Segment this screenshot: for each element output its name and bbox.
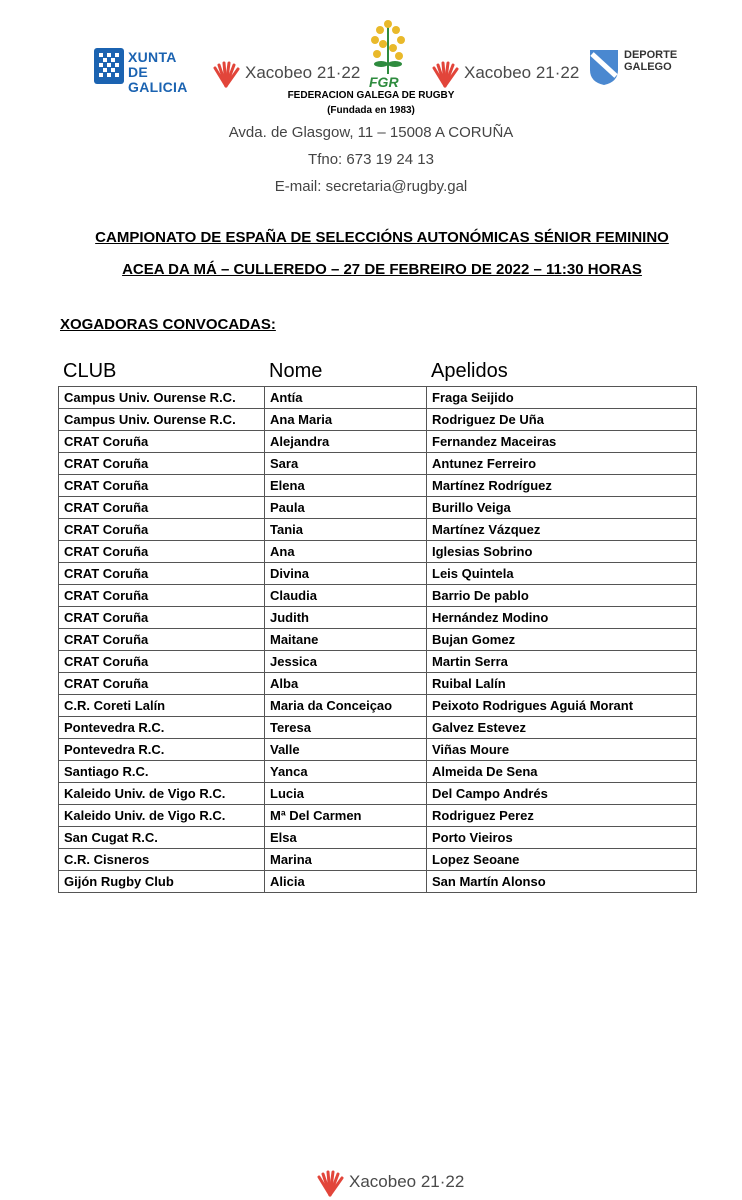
document-title-venue-date: ACEA DA MÁ – CULLEREDO – 27 DE FEBREIRO DE 2022 – 11:30 HORAS	[122, 261, 642, 278]
xunta-de-galicia-logo	[94, 48, 206, 95]
apelidos-cell: Fraga Seijido	[427, 387, 697, 409]
deporte-logo-text	[624, 49, 677, 73]
deporte-galego-logo	[588, 48, 688, 88]
apelidos-cell: Del Campo Andrés	[427, 783, 697, 805]
xacobeo-shell-icon	[316, 1169, 344, 1197]
club-cell: Santiago R.C.	[59, 761, 265, 783]
club-cell: San Cugat R.C.	[59, 827, 265, 849]
apelidos-cell: Viñas Moure	[427, 739, 697, 761]
xunta-logo-line-2: DE GALICIA	[128, 64, 188, 95]
club-cell: CRAT Coruña	[59, 431, 265, 453]
xacobeo-logo-text: Xacobeo 21·22	[245, 63, 361, 82]
nome-cell: Ana Maria	[265, 409, 427, 431]
deporte-galego-emblem-icon	[588, 48, 620, 86]
nome-cell: Marina	[265, 849, 427, 871]
table-row	[59, 387, 697, 409]
club-cell: CRAT Coruña	[59, 585, 265, 607]
table-row	[59, 431, 697, 453]
table-row	[59, 849, 697, 871]
nome-cell: Lucia	[265, 783, 427, 805]
apelidos-cell: Bujan Gomez	[427, 629, 697, 651]
table-row	[59, 827, 697, 849]
deporte-logo-line-1: DEPORTE	[624, 49, 678, 61]
table-row	[59, 871, 697, 893]
table-row	[59, 761, 697, 783]
xunta-logo-line-1: XUNTA	[128, 49, 177, 65]
apelidos-cell: Barrio De pablo	[427, 585, 697, 607]
apelidos-cell: Hernández Modino	[427, 607, 697, 629]
table-row	[59, 629, 697, 651]
table-row	[59, 717, 697, 739]
club-cell: Pontevedra R.C.	[59, 739, 265, 761]
xacobeo-shell-icon	[431, 60, 459, 88]
club-cell: Kaleido Univ. de Vigo R.C.	[59, 783, 265, 805]
nome-cell: Maitane	[265, 629, 427, 651]
xacobeo-logo-right	[431, 58, 581, 88]
nome-cell: Claudia	[265, 585, 427, 607]
fgr-plant-icon	[363, 18, 413, 76]
club-cell: CRAT Coruña	[59, 475, 265, 497]
club-cell: CRAT Coruña	[59, 607, 265, 629]
nome-cell: Mª Del Carmen	[265, 805, 427, 827]
apelidos-cell: Peixoto Rodrigues Aguiá Morant	[427, 695, 697, 717]
xunta-logo-text	[128, 50, 206, 95]
nome-cell: Alejandra	[265, 431, 427, 453]
nome-cell: Antía	[265, 387, 427, 409]
nome-cell: Sara	[265, 453, 427, 475]
apelidos-cell: Iglesias Sobrino	[427, 541, 697, 563]
club-cell: Pontevedra R.C.	[59, 717, 265, 739]
column-header-nome: Nome	[269, 360, 323, 382]
club-cell: CRAT Coruña	[59, 629, 265, 651]
table-row	[59, 475, 697, 497]
club-cell: CRAT Coruña	[59, 519, 265, 541]
apelidos-cell: Antunez Ferreiro	[427, 453, 697, 475]
apelidos-cell: Martínez Rodríguez	[427, 475, 697, 497]
club-cell: CRAT Coruña	[59, 453, 265, 475]
federation-phone: Tfno: 673 19 24 13	[308, 151, 434, 168]
xunta-shield-icon	[94, 48, 124, 84]
club-cell: C.R. Coreti Lalín	[59, 695, 265, 717]
club-cell: Campus Univ. Ourense R.C.	[59, 387, 265, 409]
nome-cell: Ana	[265, 541, 427, 563]
apelidos-cell: Martin Serra	[427, 651, 697, 673]
fgr-logo	[363, 18, 413, 90]
apelidos-cell: Rodriguez Perez	[427, 805, 697, 827]
xacobeo-logo-text: Xacobeo 21·22	[464, 63, 580, 82]
club-cell: Campus Univ. Ourense R.C.	[59, 409, 265, 431]
apelidos-cell: Rodriguez De Uña	[427, 409, 697, 431]
roster-body	[59, 387, 697, 893]
table-row	[59, 805, 697, 827]
apelidos-cell: Burillo Veiga	[427, 497, 697, 519]
club-cell: Gijón Rugby Club	[59, 871, 265, 893]
nome-cell: Alba	[265, 673, 427, 695]
club-cell: Kaleido Univ. de Vigo R.C.	[59, 805, 265, 827]
table-row	[59, 695, 697, 717]
xacobeo-shell-icon	[212, 60, 240, 88]
section-heading: XOGADORAS CONVOCADAS:	[60, 316, 276, 333]
document-title-championship: CAMPIONATO DE ESPAÑA DE SELECCIÓNS AUTONÓMICAS SÉNIOR FEMININO	[95, 229, 669, 246]
nome-cell: Valle	[265, 739, 427, 761]
column-header-apelidos: Apelidos	[431, 360, 508, 382]
federation-founded: (Fundada en 1983)	[327, 105, 415, 116]
nome-cell: Maria da Conceiçao	[265, 695, 427, 717]
xacobeo-logo-footer	[316, 1167, 465, 1197]
nome-cell: Judith	[265, 607, 427, 629]
apelidos-cell: San Martín Alonso	[427, 871, 697, 893]
federation-email: E-mail: secretaria@rugby.gal	[274, 178, 468, 195]
nome-cell: Teresa	[265, 717, 427, 739]
nome-cell: Elsa	[265, 827, 427, 849]
apelidos-cell: Leis Quintela	[427, 563, 697, 585]
nome-cell: Divina	[265, 563, 427, 585]
table-row	[59, 739, 697, 761]
club-cell: CRAT Coruña	[59, 673, 265, 695]
club-cell: CRAT Coruña	[59, 563, 265, 585]
nome-cell: Tania	[265, 519, 427, 541]
table-row	[59, 541, 697, 563]
club-cell: CRAT Coruña	[59, 651, 265, 673]
xacobeo-logo-left	[212, 58, 362, 88]
apelidos-cell: Ruibal Lalín	[427, 673, 697, 695]
table-row	[59, 519, 697, 541]
apelidos-cell: Porto Vieiros	[427, 827, 697, 849]
table-row	[59, 607, 697, 629]
fgr-logo-text: FGR	[369, 74, 399, 90]
club-cell: CRAT Coruña	[59, 541, 265, 563]
club-cell: C.R. Cisneros	[59, 849, 265, 871]
xacobeo-footer-text: Xacobeo 21·22	[349, 1172, 465, 1191]
table-row	[59, 783, 697, 805]
nome-cell: Yanca	[265, 761, 427, 783]
apelidos-cell: Martínez Vázquez	[427, 519, 697, 541]
nome-cell: Jessica	[265, 651, 427, 673]
apelidos-cell: Fernandez Maceiras	[427, 431, 697, 453]
nome-cell: Paula	[265, 497, 427, 519]
apelidos-cell: Lopez Seoane	[427, 849, 697, 871]
federation-address: Avda. de Glasgow, 11 – 15008 A CORUÑA	[228, 124, 514, 141]
table-row	[59, 409, 697, 431]
federation-name: FEDERACION GALEGA DE RUGBY	[287, 90, 455, 101]
player-roster-table	[58, 386, 697, 893]
nome-cell: Alicia	[265, 871, 427, 893]
table-row	[59, 651, 697, 673]
apelidos-cell: Galvez Estevez	[427, 717, 697, 739]
apelidos-cell: Almeida De Sena	[427, 761, 697, 783]
nome-cell: Elena	[265, 475, 427, 497]
table-row	[59, 497, 697, 519]
table-row	[59, 563, 697, 585]
club-cell: CRAT Coruña	[59, 497, 265, 519]
table-row	[59, 585, 697, 607]
table-row	[59, 453, 697, 475]
column-header-club: CLUB	[63, 360, 117, 382]
deporte-logo-line-2: GALEGO	[624, 61, 672, 73]
table-row	[59, 673, 697, 695]
